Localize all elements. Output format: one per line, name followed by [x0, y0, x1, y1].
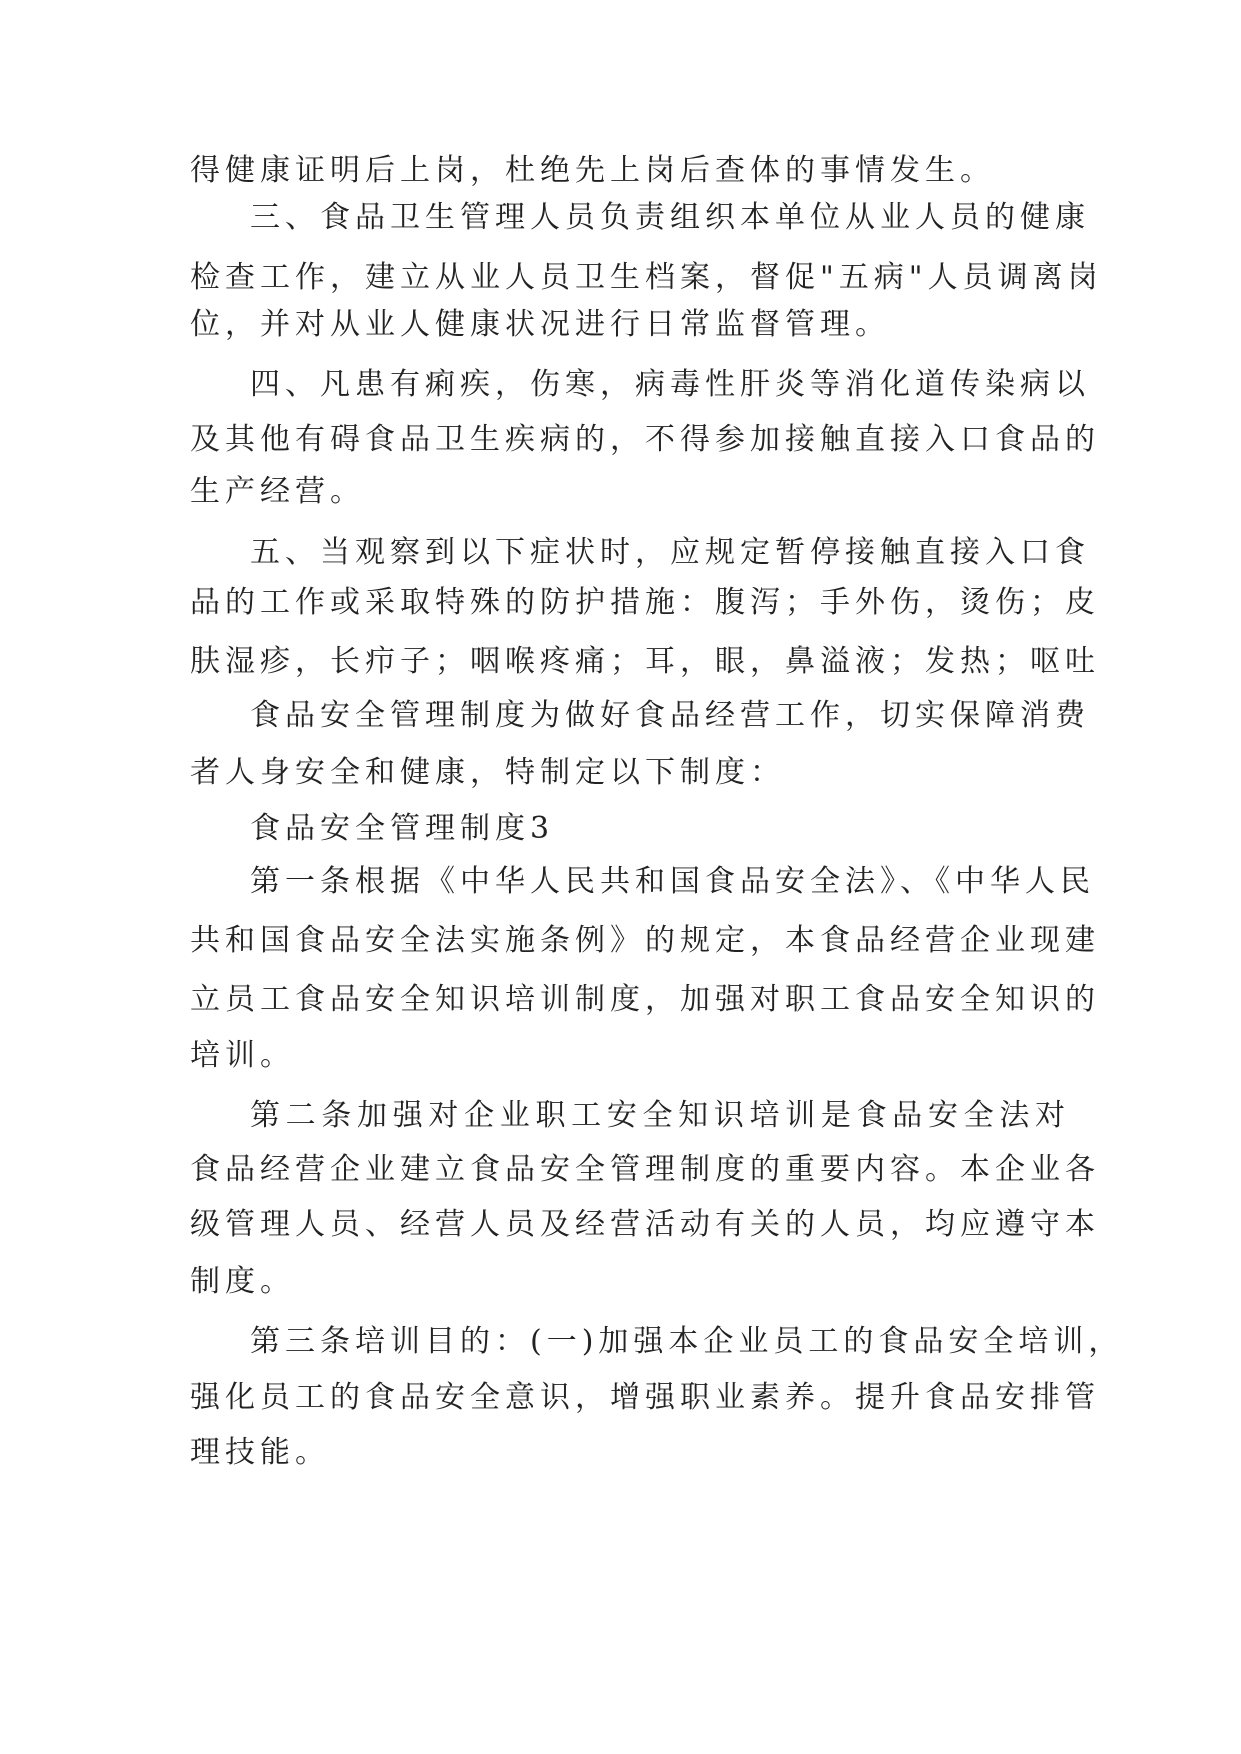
text-line: 共和国食品安全法实施条例》的规定，本食品经营企业现建	[190, 923, 1100, 958]
text-line: 第一条根据《中华人民共和国食品安全法》、《中华人民	[250, 864, 1095, 899]
text-line: 培训。	[190, 1038, 295, 1073]
text-line: 检查工作，建立从业人员卫生档案，督促"五病"人员调离岗	[190, 260, 1103, 295]
text-line: 第二条加强对企业职工安全知识培训是食品安全法对	[250, 1098, 1070, 1133]
text-line: 三、食品卫生管理人员负责组织本单位从业人员的健康	[250, 200, 1090, 235]
text-line: 品的工作或采取特殊的防护措施：腹泻；手外伤，烫伤；皮	[190, 585, 1100, 620]
text-line: 级管理人员、经营人员及经营活动有关的人员，均应遵守本	[190, 1207, 1100, 1242]
text-line: 第三条培训目的：(一)加强本企业员工的食品安全培训，	[250, 1324, 1124, 1359]
text-line: 四、凡患有痢疾，伤寒，病毒性肝炎等消化道传染病以	[250, 367, 1090, 402]
text-line: 五、当观察到以下症状时，应规定暂停接触直接入口食	[250, 535, 1090, 570]
text-line: 者人身安全和健康，特制定以下制度：	[190, 755, 785, 790]
text-line: 食品安全管理制度为做好食品经营工作，切实保障消费	[250, 698, 1090, 733]
text-line: 肤湿疹，长疖子；咽喉疼痛；耳，眼，鼻溢液；发热；呕吐	[190, 644, 1100, 679]
text-line: 理技能。	[190, 1435, 330, 1470]
text-line: 及其他有碍食品卫生疾病的，不得参加接触直接入口食品的	[190, 422, 1100, 457]
text-line: 立员工食品安全知识培训制度，加强对职工食品安全知识的	[190, 982, 1100, 1017]
text-line: 强化员工的食品安全意识，增强职业素养。提升食品安排管	[190, 1380, 1100, 1415]
text-line: 生产经营。	[190, 474, 365, 509]
text-line: 食品经营企业建立食品安全管理制度的重要内容。本企业各	[190, 1152, 1100, 1187]
section-heading: 食品安全管理制度3	[250, 811, 555, 846]
text-line: 位，并对从业人健康状况进行日常监督管理。	[190, 307, 890, 342]
text-line: 制度。	[190, 1264, 295, 1299]
text-line: 得健康证明后上岗，杜绝先上岗后查体的事情发生。	[190, 153, 995, 188]
